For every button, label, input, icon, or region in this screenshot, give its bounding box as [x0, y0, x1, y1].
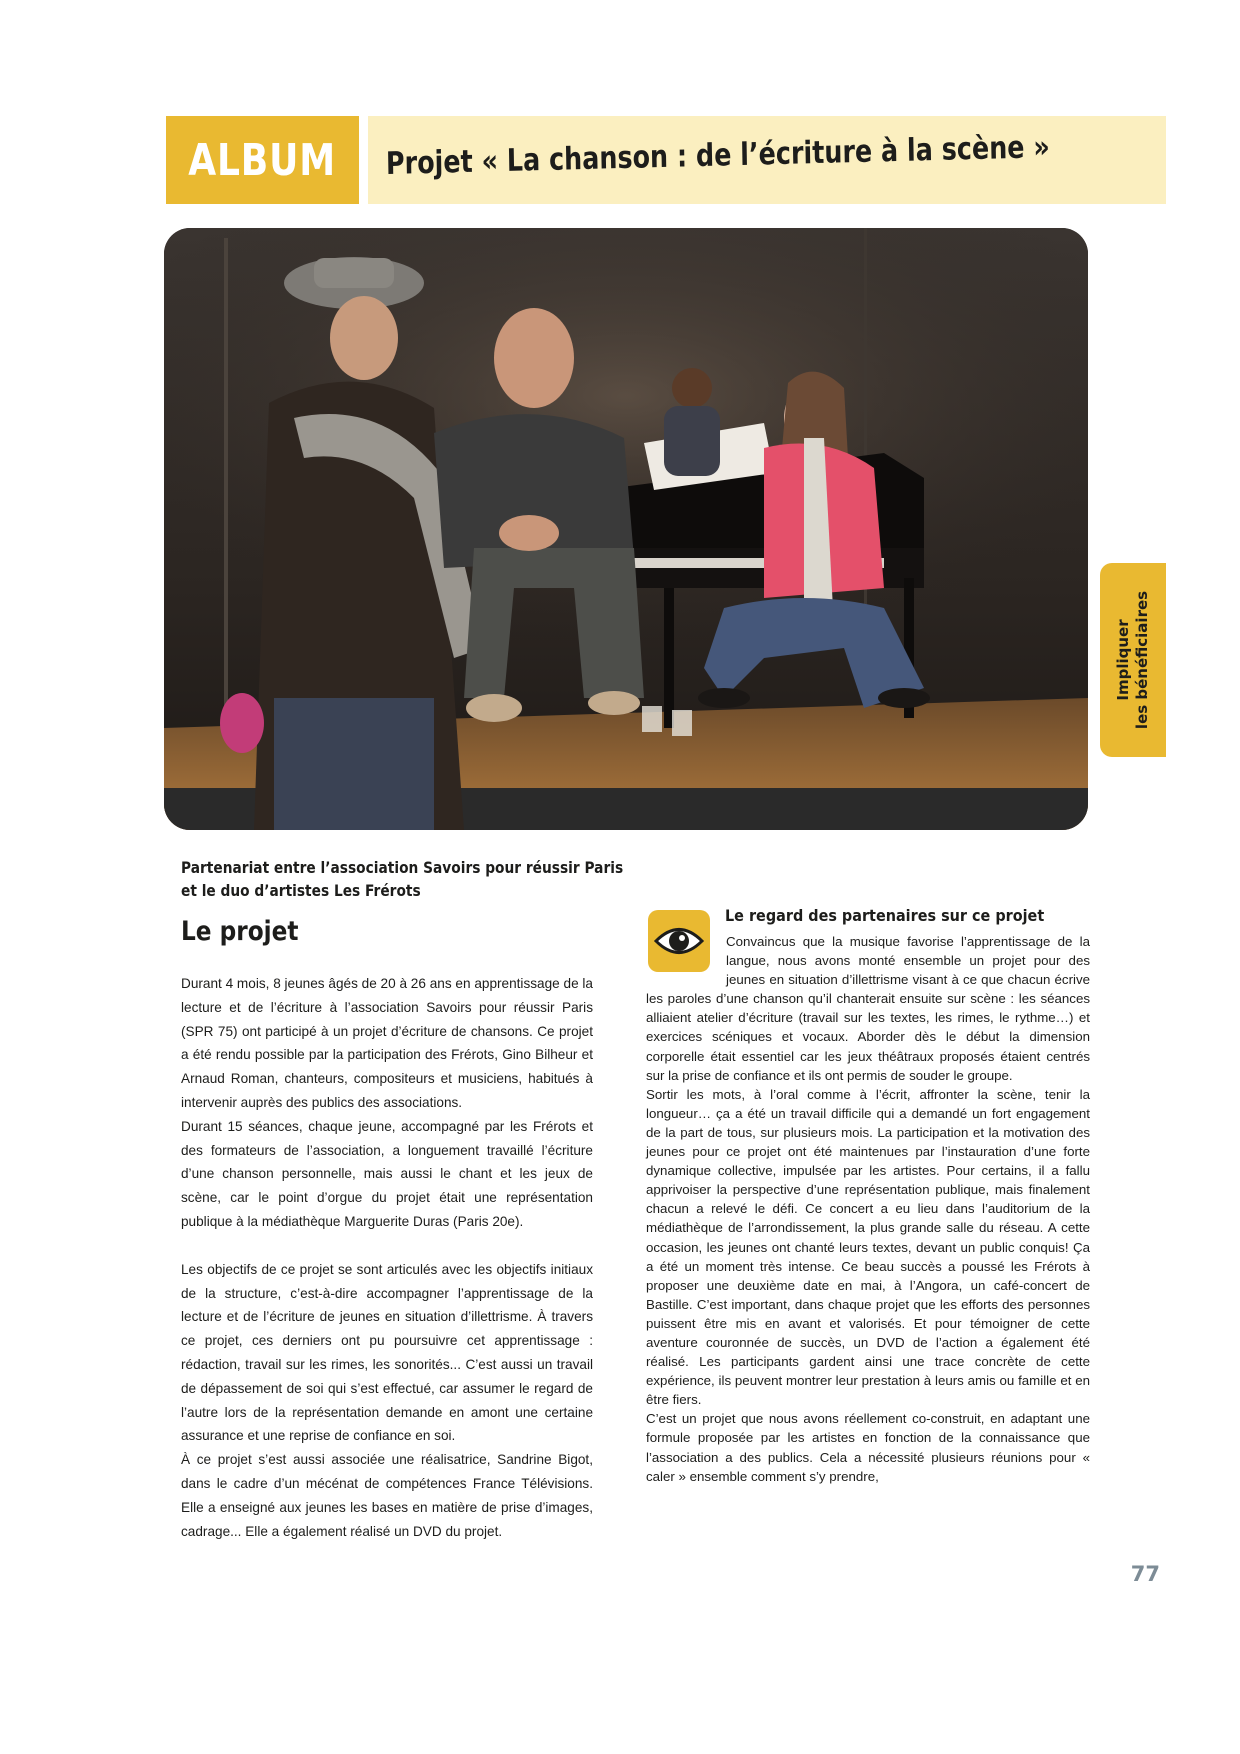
workshop-photo [164, 228, 1088, 830]
project-body [181, 972, 593, 1543]
partners-paragraph: Sortir les mots, à l’oral comme à l’écrit, affronter la scène, tenir la longueur… ça a été un travail difficile qui a demandé un fort engagement de la part de tous, sur plusieurs mois. La participation et la motivation des jeunes pour ce projet ont été maintenues par l’instauration d’une forte dynamique collective, impulsée par les artistes. Pour certains, il a fallu apprivoiser la perspective d’une représentation publique, mais finalement chacun a relevé le défi. Ce concert a eu lieu dans l’auditorium de la médiathèque de l’arrondissement, la plus grande salle du réseau. A cette occasion, les jeunes ont chanté leurs textes, devant un public conquis! Ça a été un moment très intense. Ce beau succès a poussé les Frérots à proposer une deuxième date en mai, à l’Angora, un café-concert de Bastille. C’est important, dans chaque projet que les efforts des personnes puissent être mis en avant et valorisés. Et pour témoigner de cette aventure couronnée de succès, un DVD de l’action a également été réalisé. Les participants gardent ainsi une trace concrète de cette expérience, ils peuvent montrer leur prestation à leurs amis ou famille et en être fiers. [646, 1086, 1090, 1408]
photo-workshop-scene-icon [164, 228, 1088, 830]
partners-view-title: Le regard des partenaires sur ce projet [725, 906, 1045, 925]
page-title: Projet « La chanson : de l’écriture à la scène » [385, 129, 1051, 182]
section-label-box [166, 116, 359, 204]
page-title-box [368, 116, 1166, 204]
partners-paragraph: Convaincus que la musique favorise l’apprentissage de la langue, nous avons monté ensemble un projet pour des jeunes en situation d’illettrisme visant à ce que chacun écrive les paroles d’une chanson qu’il chanterait ensuite sur scène : les séances alliaient atelier d’écriture (travail sur les textes, les rimes, le rythme…) et exercices scéniques et vocaux. Aborder dès le début la dimension corporelle était essentiel car les jeux théâtraux proposés étaient centrés sur la prise de confiance et ils ont permis de souder le groupe. [646, 934, 1090, 1083]
section-title: Le projet [181, 916, 299, 947]
side-tab-label [1114, 591, 1152, 729]
partners-view-body [646, 932, 1090, 1486]
partnership-line1: Partenariat entre l’association Savoirs pour réussir Paris [181, 858, 624, 877]
section-label: ALBUM [188, 134, 337, 186]
side-tab-line1: Impliquer [1114, 619, 1132, 701]
partners-paragraph: C’est un projet que nous avons réellement co-construit, en adaptant une formule proposée par les artistes en fonction de la connaissance que l’association a des publics. Cela a nécessité plusieurs réunions pour « caler » ensemble comment s’y prendre, [646, 1411, 1090, 1484]
page-number: 77 [1130, 1562, 1160, 1586]
partnership-line2: et le duo d’artistes Les Frérots [181, 881, 421, 900]
partnership-heading [181, 856, 624, 902]
side-tab-line2: les bénéficiaires [1133, 590, 1151, 730]
section-side-tab [1100, 563, 1166, 757]
project-paragraph: Durant 15 séances, chaque jeune, accompagné par les Frérots et des formateurs de l’association, a longuement travaillé l’écriture d’une chanson personnelle, mais aussi le chant et les jeux de scène, car le point d’orgue du projet était une représentation publique à la médiathèque Marguerite Duras (Paris 20e). [181, 1118, 593, 1229]
project-paragraph: Les objectifs de ce projet se sont articulés avec les objectifs initiaux de la structure, c’est-à-dire accompagner l’apprentissage de la lecture et de l’écriture de jeunes en situation d’illettrisme. À travers ce projet, ces derniers ont pu poursuivre cet apprentissage : rédaction, travail sur les rimes, les sonorités... C’est aussi un travail de dépassement de soi qui s’est effectué, car assumer le regard de l’autre lors de la représentation demande en amont une certaine assurance et une reprise de confiance en soi. [181, 1261, 593, 1444]
project-paragraph: Durant 4 mois, 8 jeunes âgés de 20 à 26 ans en apprentissage de la lecture et de l’écriture à l’association Savoirs pour réussir Paris (SPR 75) ont participé à un projet d’écriture de chansons. Ce projet a été rendu possible par la participation des Frérots, Gino Bilheur et Arnaud Roman, chanteurs, compositeurs et musiciens, habitués à intervenir auprès des publics des associations. [181, 976, 593, 1110]
project-paragraph: À ce projet s’est aussi associée une réalisatrice, Sandrine Bigot, dans le cadre d’un mécénat de compétences France Télévisions. Elle a enseigné aux jeunes les bases en matière de prise d’images, cadrage... Elle a également réalisé un DVD du projet. [181, 1452, 593, 1539]
